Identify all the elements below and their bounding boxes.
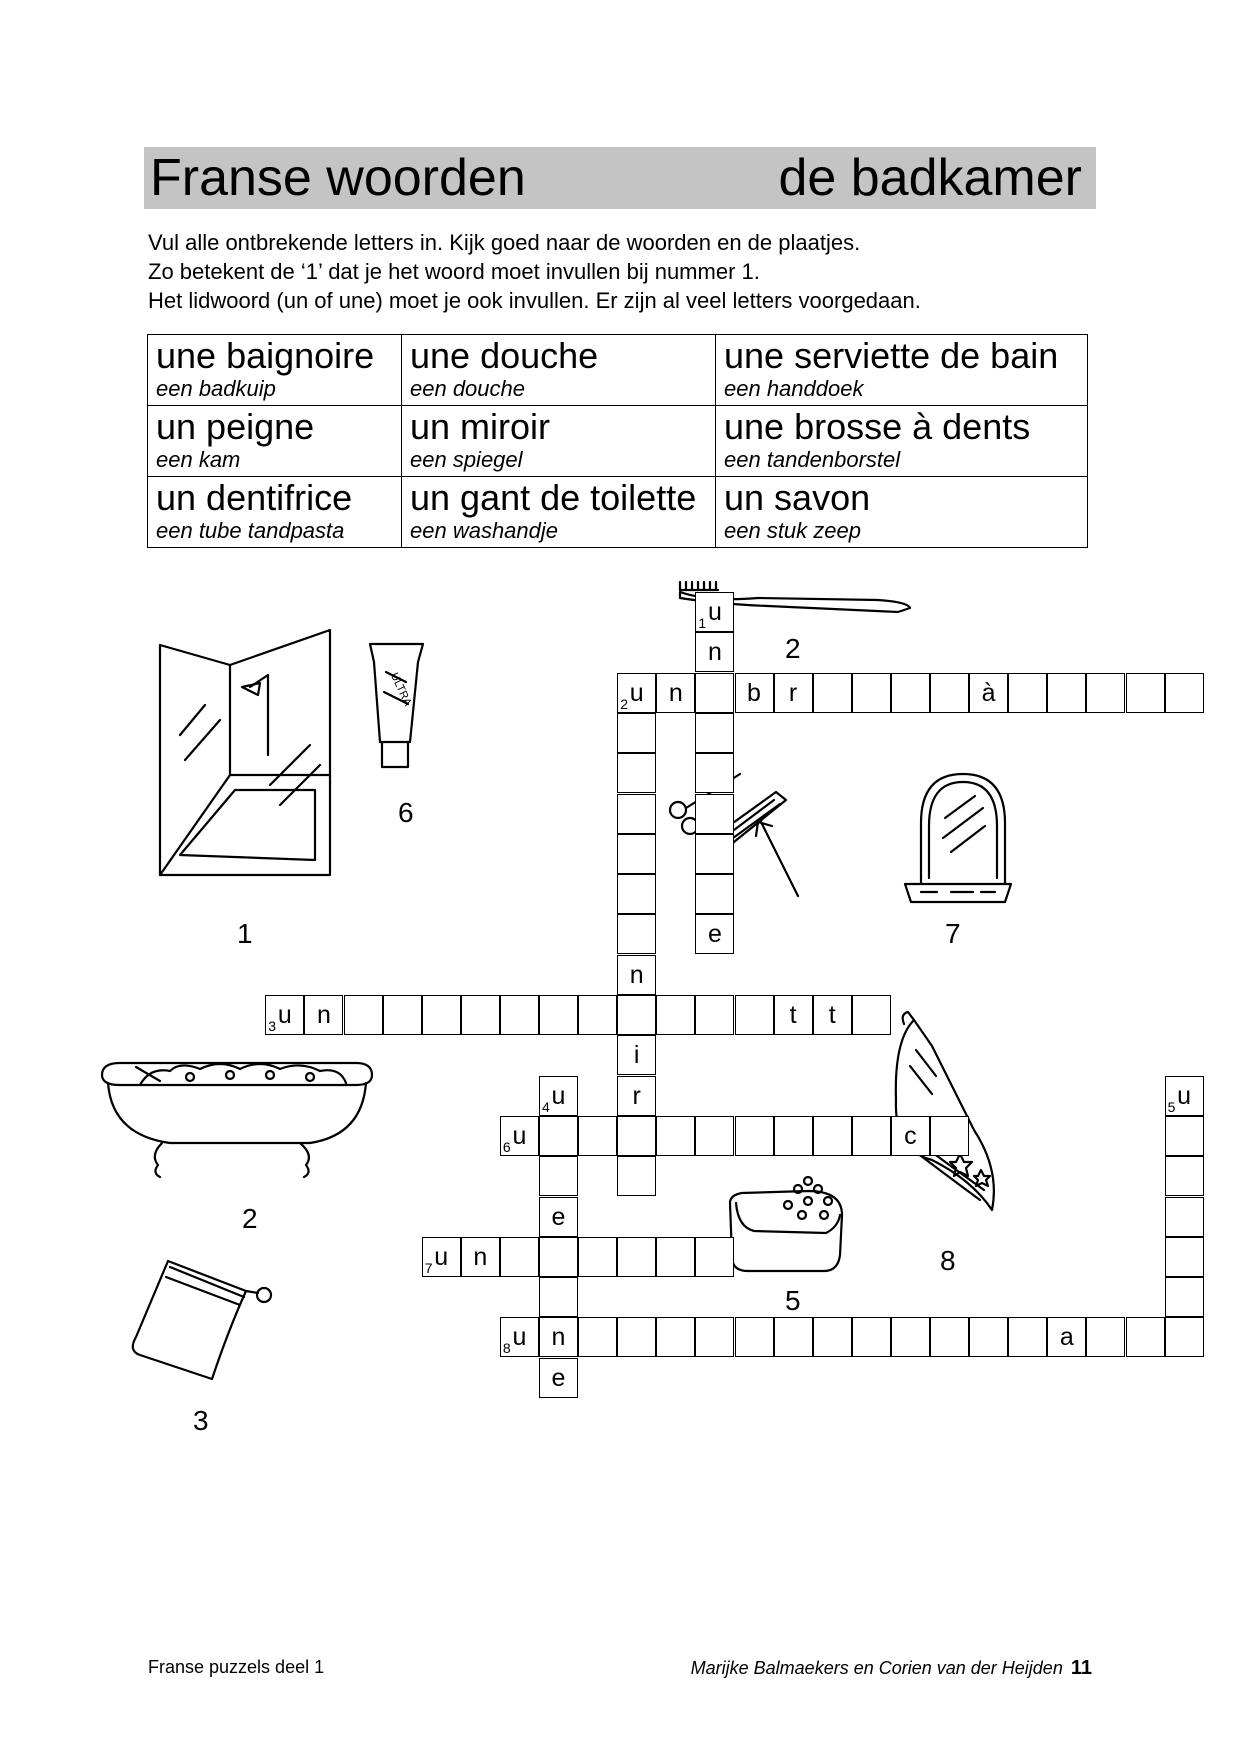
dutch-word: een stuk zeep: [724, 518, 861, 543]
crossword-cell[interactable]: [1165, 1317, 1204, 1357]
crossword-cell[interactable]: [695, 713, 734, 753]
instruction-line-3: Het lidwoord (un of une) moet je ook invullen. Er zijn al veel letters voorgedaan.: [148, 288, 921, 313]
given-letter: u: [434, 1242, 449, 1271]
crossword-cell[interactable]: [774, 1317, 813, 1357]
crossword-cell[interactable]: [852, 995, 891, 1035]
crossword-cell[interactable]: [852, 1116, 891, 1156]
given-letter: u: [551, 1081, 566, 1110]
crossword-cell[interactable]: [539, 1237, 578, 1277]
given-letter: u: [512, 1323, 527, 1352]
crossword-cell[interactable]: [656, 1237, 695, 1277]
crossword-cell[interactable]: [695, 874, 734, 914]
page-subtitle: de badkamer: [778, 149, 1082, 207]
crossword-cell[interactable]: [1008, 673, 1047, 713]
svg-text:ULTRA: ULTRA: [387, 670, 414, 708]
crossword-cell[interactable]: [930, 673, 969, 713]
footer-series: Franse puzzels deel 1: [148, 1657, 325, 1677]
crossword-cell[interactable]: [695, 592, 734, 632]
crossword-cell[interactable]: [539, 1277, 578, 1317]
clue-number: 8: [502, 1340, 511, 1357]
picture-label-shower: 1: [237, 918, 253, 949]
crossword-cell[interactable]: [1008, 1317, 1047, 1357]
given-letter: e: [551, 1363, 566, 1392]
dutch-word: een washandje: [410, 518, 559, 543]
clue-number: 5: [1167, 1098, 1176, 1115]
dutch-word: een spiegel: [410, 447, 523, 472]
dutch-word: een handdoek: [724, 376, 864, 401]
crossword-cell[interactable]: [617, 874, 656, 914]
crossword-cell[interactable]: [891, 673, 930, 713]
picture-label-bathtub: 2: [242, 1203, 258, 1234]
crossword-cell[interactable]: [735, 673, 774, 713]
picture-label-mirror: 7: [945, 918, 961, 949]
crossword-cell[interactable]: [695, 1237, 734, 1277]
crossword-cell[interactable]: [1126, 1317, 1165, 1357]
crossword-cell[interactable]: [500, 995, 539, 1035]
crossword-cell[interactable]: [344, 995, 383, 1035]
crossword-cell[interactable]: [617, 1237, 656, 1277]
crossword-cell[interactable]: [617, 995, 656, 1035]
crossword-cell[interactable]: [304, 995, 343, 1035]
french-word: un peigne: [156, 406, 315, 447]
crossword-cell[interactable]: [695, 914, 734, 954]
crossword-cell[interactable]: [852, 673, 891, 713]
clue-number: 4: [542, 1098, 550, 1115]
footer-authors: [691, 1657, 1092, 1680]
crossword-cell[interactable]: [695, 834, 734, 874]
given-letter: u: [629, 678, 644, 707]
crossword-cell[interactable]: [735, 1317, 774, 1357]
crossword-cell[interactable]: [578, 1237, 617, 1277]
crossword-cell[interactable]: [617, 1317, 656, 1357]
page-title: Franse woorden: [150, 149, 526, 207]
crossword-cell[interactable]: [617, 1116, 656, 1156]
crossword-cell[interactable]: [735, 995, 774, 1035]
french-word: une baignoire: [156, 335, 375, 376]
given-letter: u: [707, 598, 722, 626]
given-letter: r: [632, 1081, 641, 1110]
crossword-cell[interactable]: [1047, 673, 1086, 713]
crossword-cell[interactable]: [539, 1317, 578, 1357]
crossword-cell[interactable]: [500, 1317, 539, 1357]
crossword-cell[interactable]: [500, 1237, 539, 1277]
picture-label-soap: 5: [785, 1285, 801, 1316]
crossword-cell[interactable]: [656, 1317, 695, 1357]
page-number: 11: [1070, 1657, 1092, 1679]
crossword-cell[interactable]: [695, 673, 734, 713]
crossword-cell[interactable]: [617, 955, 656, 995]
crossword-cell[interactable]: [265, 995, 304, 1035]
crossword-cell[interactable]: [852, 1317, 891, 1357]
given-letter: n: [707, 638, 722, 667]
given-letter: t: [828, 1001, 836, 1029]
crossword-cell[interactable]: [1086, 1317, 1125, 1357]
crossword-cell[interactable]: [695, 1317, 734, 1357]
crossword-cell[interactable]: [1165, 1116, 1204, 1156]
clue-number: 3: [268, 1018, 277, 1034]
crossword-cell[interactable]: [617, 794, 656, 834]
crossword-cell[interactable]: [891, 1116, 930, 1156]
crossword-cell[interactable]: [617, 1035, 656, 1075]
crossword-cell[interactable]: [813, 995, 852, 1035]
french-word: un gant de toilette: [410, 477, 697, 518]
given-letter: e: [551, 1202, 566, 1231]
crossword-cell[interactable]: [695, 995, 734, 1035]
crossword-cell[interactable]: [1047, 1317, 1086, 1357]
crossword-cell[interactable]: [969, 1317, 1008, 1357]
french-word: une douche: [410, 335, 599, 376]
crossword-cell[interactable]: [1165, 1076, 1204, 1116]
french-word: un dentifrice: [156, 477, 353, 518]
french-word: un savon: [724, 477, 871, 518]
given-letter: u: [277, 1001, 292, 1029]
crossword-cell[interactable]: [1126, 673, 1165, 713]
footer-author-names: Marijke Balmaekers en Corien van der Heijden: [690, 1658, 1063, 1678]
instruction-line-1: Vul alle ontbrekende letters in. Kijk goed naar de woorden en de plaatjes.: [148, 230, 861, 255]
given-letter: u: [512, 1121, 527, 1150]
dutch-word: een kam: [156, 447, 241, 472]
picture-label-toothbrush: 2: [785, 633, 801, 664]
instruction-line-2: Zo betekent de ‘1’ dat je het woord moet invullen bij nummer 1.: [148, 259, 760, 284]
crossword-cell[interactable]: [813, 1116, 852, 1156]
crossword-cell[interactable]: [422, 1237, 461, 1277]
crossword-cell[interactable]: [1165, 1277, 1204, 1317]
crossword-cell[interactable]: [617, 673, 656, 713]
crossword-cell[interactable]: [695, 632, 734, 672]
crossword-cell[interactable]: [617, 753, 656, 793]
crossword-cell[interactable]: [774, 1116, 813, 1156]
given-letter: n: [551, 1323, 566, 1352]
crossword-cell[interactable]: [813, 1317, 852, 1357]
given-letter: r: [788, 678, 798, 707]
given-letter: u: [1177, 1081, 1192, 1110]
crossword-cell[interactable]: [1165, 1156, 1204, 1196]
given-letter: c: [904, 1121, 917, 1150]
picture-label-toothpaste: 6: [398, 797, 414, 828]
crossword-cell[interactable]: [1086, 673, 1125, 713]
crossword-cell[interactable]: [656, 1116, 695, 1156]
crossword-cell[interactable]: [539, 995, 578, 1035]
crossword-cell[interactable]: [774, 673, 813, 713]
crossword-cell[interactable]: [695, 753, 734, 793]
crossword-cell[interactable]: [1165, 1197, 1204, 1237]
crossword-cell[interactable]: [1165, 673, 1204, 713]
given-letter: t: [789, 1001, 797, 1029]
crossword-cell[interactable]: [695, 794, 734, 834]
clue-number: 1: [698, 615, 707, 631]
given-letter: n: [473, 1242, 488, 1271]
dutch-word: een douche: [410, 376, 525, 401]
crossword-cell[interactable]: [461, 1237, 500, 1277]
crossword-cell[interactable]: [813, 673, 852, 713]
given-letter: b: [747, 678, 761, 707]
picture-label-washcloth: 3: [193, 1405, 209, 1436]
crossword-cell[interactable]: [539, 1076, 578, 1116]
crossword-cell[interactable]: [539, 1156, 578, 1196]
french-word: une brosse à dents: [724, 406, 1031, 447]
crossword-cell[interactable]: [656, 995, 695, 1035]
crossword-cell[interactable]: [656, 673, 695, 713]
dutch-word: een tandenborstel: [724, 447, 901, 472]
given-letter: e: [707, 920, 722, 949]
crossword-cell[interactable]: [617, 1156, 656, 1196]
crossword-cell[interactable]: [695, 1116, 734, 1156]
french-word: un miroir: [410, 406, 551, 447]
crossword-cell[interactable]: [617, 1076, 656, 1116]
crossword-cell[interactable]: [617, 834, 656, 874]
crossword-cell[interactable]: [1165, 1237, 1204, 1277]
crossword-cell[interactable]: [735, 1116, 774, 1156]
crossword-cell[interactable]: [539, 1358, 578, 1398]
dutch-word: een tube tandpasta: [156, 518, 345, 543]
crossword-cell[interactable]: [578, 995, 617, 1035]
crossword-cell[interactable]: [578, 1116, 617, 1156]
crossword-cell[interactable]: [461, 995, 500, 1035]
crossword-cell[interactable]: [539, 1197, 578, 1237]
clue-number: 7: [424, 1259, 433, 1276]
crossword-cell[interactable]: [774, 995, 813, 1035]
given-letter: n: [629, 960, 644, 989]
french-word: une serviette de bain: [724, 335, 1059, 376]
crossword-cell[interactable]: [578, 1317, 617, 1357]
crossword-cell[interactable]: [617, 914, 656, 954]
given-letter: à: [981, 678, 996, 707]
given-letter: n: [316, 1001, 331, 1029]
crossword-cell[interactable]: [617, 713, 656, 753]
crossword-cell[interactable]: [500, 1116, 539, 1156]
crossword-cell[interactable]: [383, 995, 422, 1035]
given-letter: a: [1059, 1323, 1074, 1352]
given-letter: n: [668, 678, 683, 707]
crossword-cell[interactable]: [930, 1116, 969, 1156]
crossword-cell[interactable]: [422, 995, 461, 1035]
dutch-word: een badkuip: [156, 376, 276, 401]
picture-label-towel: 8: [940, 1245, 956, 1276]
clue-number: 6: [502, 1138, 511, 1155]
crossword-cell[interactable]: [930, 1317, 969, 1357]
crossword-cell[interactable]: [891, 1317, 930, 1357]
crossword-cell[interactable]: [539, 1116, 578, 1156]
clue-number: 2: [620, 695, 628, 712]
given-letter: i: [633, 1041, 640, 1070]
crossword-cell[interactable]: [969, 673, 1008, 713]
